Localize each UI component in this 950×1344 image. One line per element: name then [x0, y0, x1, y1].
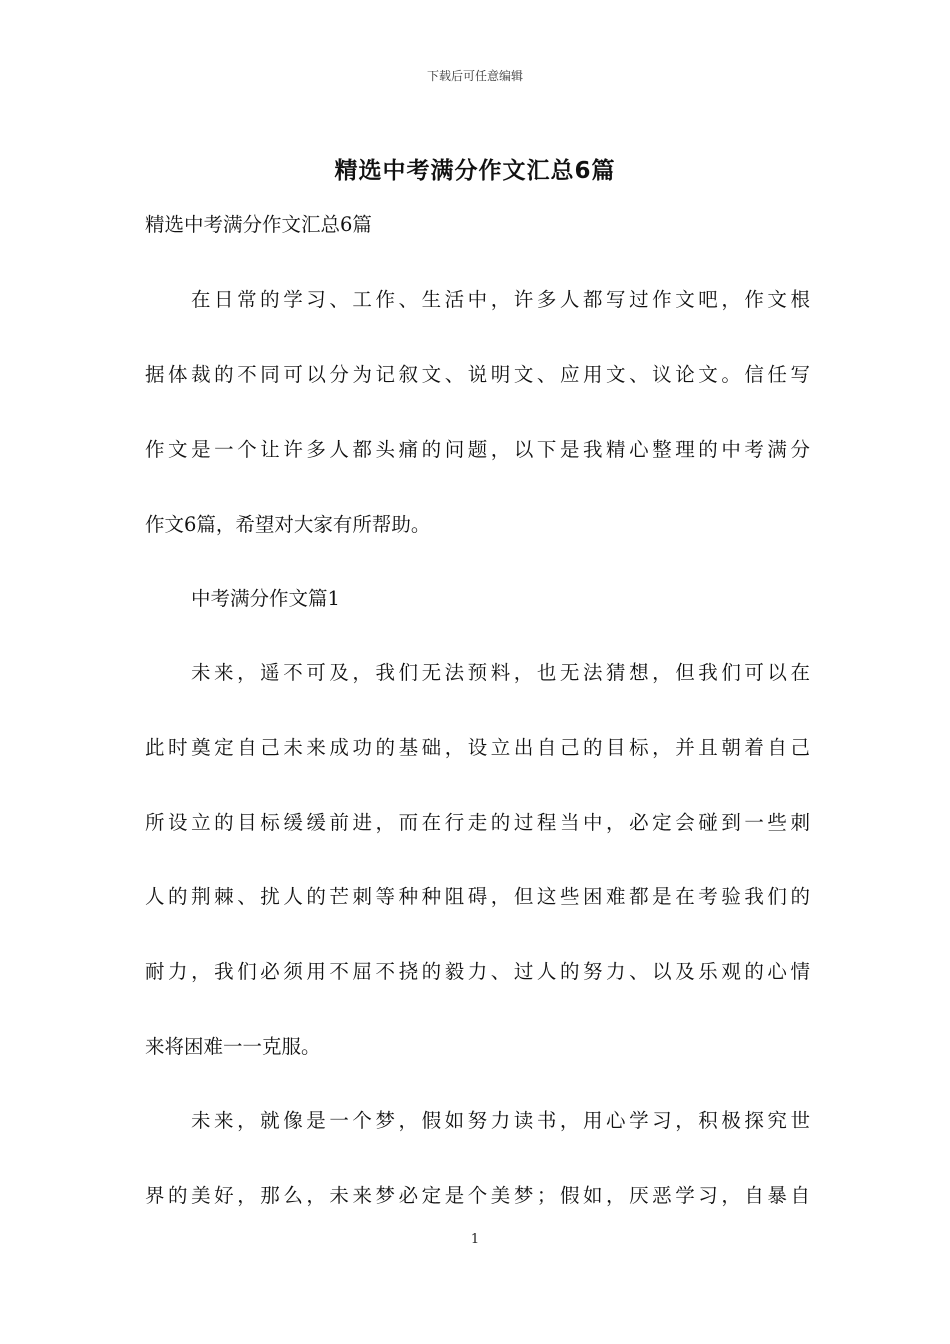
paragraph-line: 此时奠定自己未来成功的基础，设立出自己的目标，并且朝着自己	[145, 736, 810, 759]
intro-line: 作文6篇，希望对大家有所帮助。	[145, 513, 431, 536]
paragraph-line: 未来，就像是一个梦，假如努力读书，用心学习，积极探究世	[191, 1109, 810, 1132]
paragraph-line: 耐力，我们必须用不屈不挠的毅力、过人的努力、以及乐观的心情	[145, 960, 810, 983]
paragraph-line: 未来，遥不可及，我们无法预料，也无法猜想，但我们可以在	[191, 661, 810, 684]
page-number: 1	[470, 1232, 480, 1247]
paragraph-line: 所设立的目标缓缓前进，而在行走的过程当中，必定会碰到一些刺	[145, 811, 810, 834]
paragraph-line: 来将困难一一克服。	[145, 1035, 321, 1058]
section-heading: 中考满分作文篇1	[191, 587, 340, 610]
intro-line: 据体裁的不同可以分为记叙文、说明文、应用文、议论文。信任写	[145, 363, 810, 386]
paragraph-line: 人的荆棘、扰人的芒刺等种种阻碍，但这些困难都是在考验我们的	[145, 885, 810, 908]
paragraph-line: 界的美好，那么，未来梦必定是个美梦；假如，厌恶学习，自暴自	[145, 1184, 810, 1207]
page-header-note: 下载后可任意编辑	[426, 69, 523, 83]
subtitle-line: 精选中考满分作文汇总6篇	[145, 213, 372, 236]
intro-line: 在日常的学习、工作、生活中，许多人都写过作文吧，作文根	[191, 288, 810, 311]
document-title: 精选中考满分作文汇总6篇	[334, 158, 616, 184]
intro-line: 作文是一个让许多人都头痛的问题，以下是我精心整理的中考满分	[145, 438, 810, 461]
